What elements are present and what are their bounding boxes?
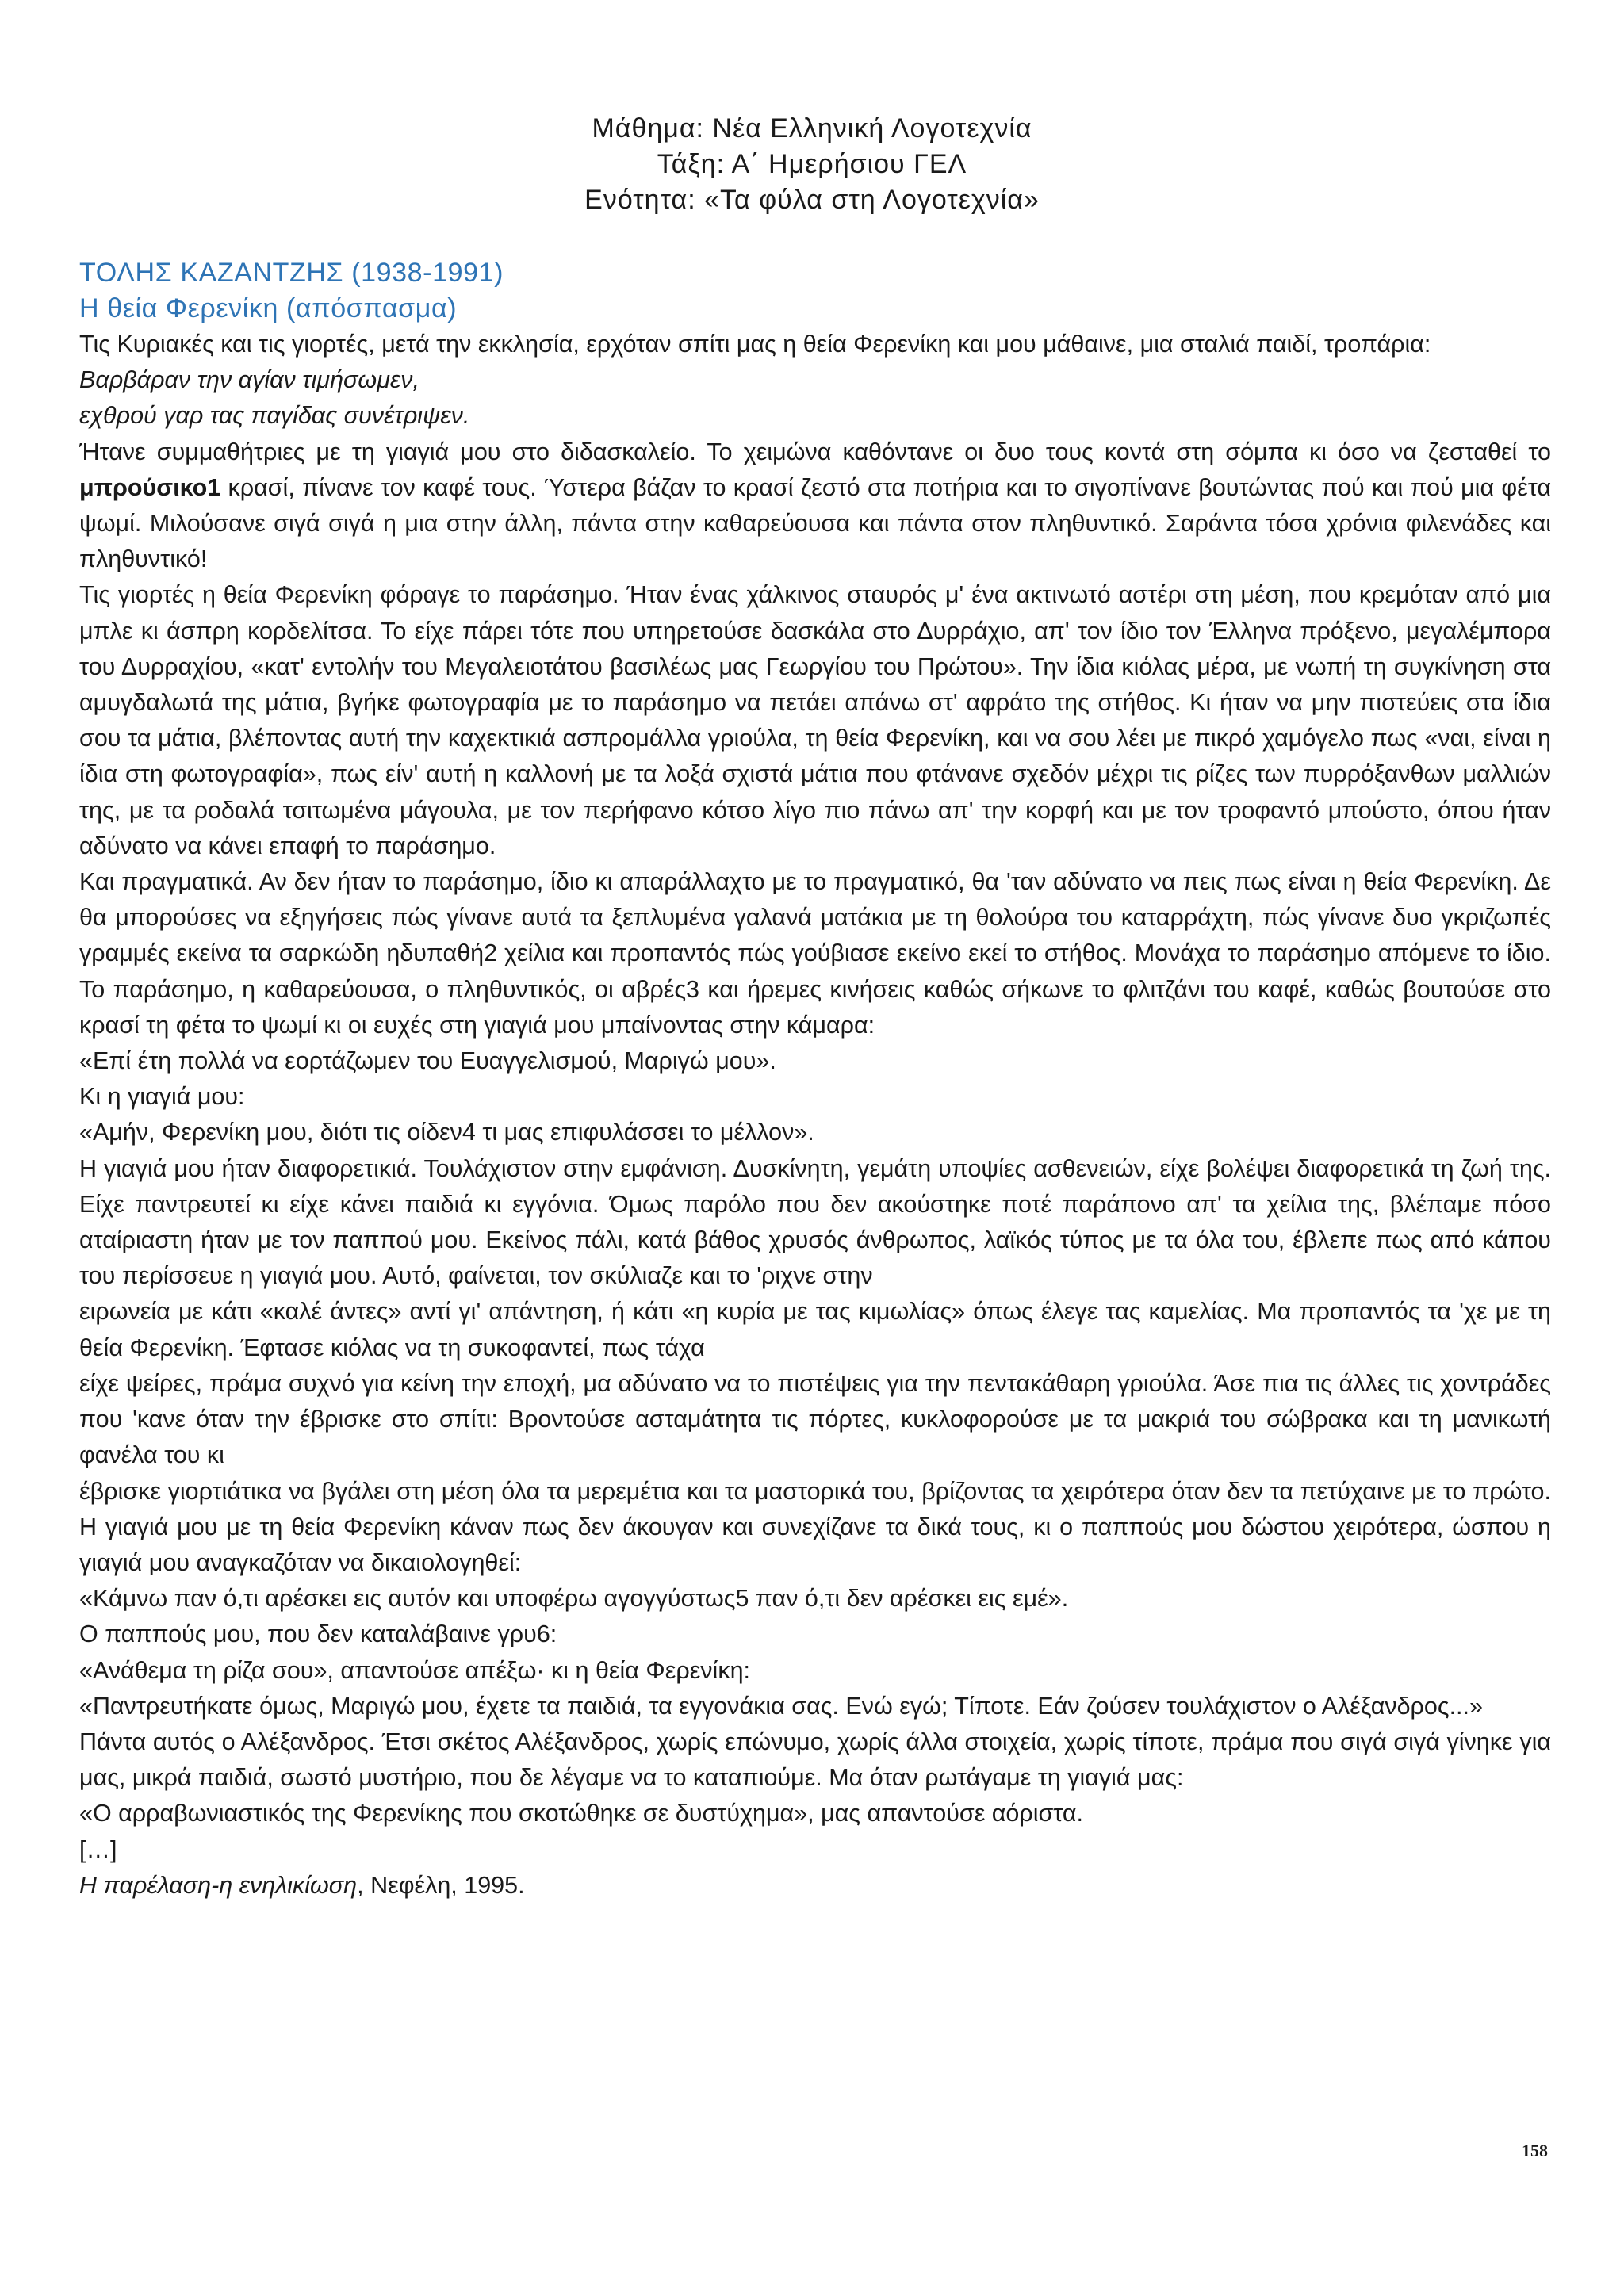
class-line: Τάξη: Α΄ Ημερήσιου ΓΕΛ bbox=[657, 149, 967, 179]
author-heading: ΤΟΛΗΣ ΚΑΖΑΝΤΖΗΣ (1938-1991) bbox=[79, 258, 504, 288]
paragraph-6: ειρωνεία με κάτι «καλέ άντες» αντί γι' απάντηση, ή κάτι «η κυρία με τας κιμωλίας» όπως έλεγε τας καμελίας. Μα προπαντός τα 'χε με τη θεία Φερενίκη. Έφτασε κιόλας να τη συκοφαντεί, πως τάχα bbox=[79, 1298, 1551, 1361]
source-citation bbox=[79, 1868, 1551, 1904]
paragraph-2 bbox=[79, 434, 1551, 578]
course-line: Μάθημα: Νέα Ελληνική Λογοτεχνία bbox=[592, 113, 1032, 144]
document-header bbox=[0, 111, 1624, 218]
verse-line-1: Βαρβάραν την αγίαν τιμήσωμεν, bbox=[79, 366, 420, 394]
quote-2: «Αμήν, Φερενίκη μου, διότι τις οίδεν4 τι μας επιφυλάσσει το μέλλον». bbox=[79, 1119, 814, 1146]
glossary-term-brousiko: μπρούσικο1 bbox=[79, 473, 221, 501]
paragraph-2-part-a: Ήτανε συμμαθήτριες με τη γιαγιά μου στο διδασκαλείο. Το χειμώνα καθόντανε οι δυο τους κοντά στη σόμπα κι όσο να ζεσταθεί το bbox=[79, 438, 1551, 465]
line-grandfather: Ο παππούς μου, που δεν καταλάβαινε γρυ6: bbox=[79, 1621, 557, 1648]
work-title: Η θεία Φερενίκη (απόσπασμα) bbox=[79, 293, 458, 323]
paragraph-9: Πάντα αυτός ο Αλέξανδρος. Έτσι σκέτος Αλέξανδρος, χωρίς επώνυμο, χωρίς άλλα στοιχεία, χωρίς τίποτε, πράμα που σιγά σιγά γίνηκε για μας, μικρά παιδιά, σωστό μυστήριο, που δε λέγαμε να το καταπιούμε. Μα όταν ρωτάγαμε τη γιαγιά μας: bbox=[79, 1728, 1551, 1792]
quote-1: «Επί έτη πολλά να εορτάζωμεν του Ευαγγελισμού, Μαριγώ μου». bbox=[79, 1047, 776, 1075]
paragraph-3: Τις γιορτές η θεία Φερενίκη φόραγε το παράσημο. Ήταν ένας χάλκινος σταυρός μ' ένα ακτινωτό αστέρι στη μέση, που κρεμόταν από μια μπλε κι άσπρη κορδελίτσα. Το είχε πάρει τότε που υπηρετούσε δασκάλα στο Δυρράχιο, απ' τον ίδιο τον Έλληνα πρόξενο, μεγαλέμπορα του Δυρραχίου, «κατ' εντολήν του Μεγαλειοτάτου βασιλέως μας Γεωργίου του Πρώτου». Την ίδια κιόλας μέρα, με νωπή τη συγκίνηση στα αμυγδαλωτά της μάτια, βγήκε φωτογραφία με το παράσημο να πετάει απάνω στ' αφράτο της στήθος. Κι ήταν να μην πιστεύεις στα ίδια σου τα μάτια, βλέποντας αυτή την καχεκτικιά ασπρομάλλα γριούλα, τη θεία Φερενίκη, και να σου λέει με πικρό χαμόγελο πως «ναι, είναι η ίδια στη φωτογραφία», πως είν' αυτή η καλλονή με τα λοξά σχιστά μάτια που φτάνανε σχεδόν μέχρι τις ρίζες των πυρρόξανθων μαλλιών της, με τα ροδαλά τσιτωμένα μάγουλα, με τον περήφανο κότσο λίγο πιο πάνω απ' την κορφή και με τον τροφαντό μπούστο, όπου ήταν αδύνατο να κάνει επαφή το παράσημο. bbox=[79, 581, 1551, 859]
unit-line: Ενότητα: «Τα φύλα στη Λογοτεχνία» bbox=[584, 185, 1040, 215]
paragraph-2-part-b: κρασί, πίνανε τον καφέ τους. Ύστερα βάζαν το κρασί ζεστό στα ποτήρια και το σιγοπίνανε βουτώντας πού και πού μια φέτα ψωμί. Μιλούσανε σιγά σιγά η μια στην άλλη, πάντα στην καθαρεύουσα και πάντα στον πληθυντικό. Σαράντα τόσα χρόνια φιλενάδες και πληθυντικό! bbox=[79, 473, 1551, 573]
quote-3: «Κάμνω παν ό,τι αρέσκει εις αυτόν και υποφέρω αγογγύστως5 παν ό,τι δεν αρέσκει εις εμέ». bbox=[79, 1585, 1069, 1613]
page-number: 158 bbox=[1522, 2141, 1548, 2160]
line-anathema: «Ανάθεμα τη ρίζα σου», απαντούσε απέξω· κι η θεία Φερενίκη: bbox=[79, 1656, 751, 1684]
verse-line-2: εχθρού γαρ τας παγίδας συνέτριψεν. bbox=[79, 402, 470, 430]
paragraph-8: έβρισκε γιορτιάτικα να βγάλει στη μέση όλα τα μερεμέτια και τα μαστορικά του, βρίζοντας τα χειρότερα όταν δεν τα πετύχαινε με το πρώτο. Η γιαγιά μου με τη θεία Φερενίκη κάναν πως δεν άκουγαν και συνεχίζανε τα δικά τους, κι ο παππούς μου δώστου χειρότερα, ώσπου η γιαγιά μου αναγκαζόταν να δικαιολογηθεί: bbox=[79, 1477, 1551, 1576]
paragraph-1: Τις Κυριακές και τις γιορτές, μετά την εκκλησία, ερχόταν σπίτι μας η θεία Φερενίκη και μου μάθαινε, μια σταλιά παιδί, τροπάρια: bbox=[79, 331, 1431, 358]
source-publisher: , Νεφέλη, 1995. bbox=[357, 1871, 525, 1899]
line-grandmother: Κι η γιαγιά μου: bbox=[79, 1083, 245, 1111]
paragraph-5: Η γιαγιά μου ήταν διαφορετικιά. Τουλάχιστον στην εμφάνιση. Δυσκίνητη, γεμάτη υποψίες ασθενειών, είχε βολέψει διαφορετικά τη ζωή της. Είχε παντρευτεί κι είχε κάνει παιδιά κι εγγόνια. Όμως παρόλο που δεν ακούστηκε ποτέ παράπονο απ' τα χείλια της, βλέπαμε πόσο αταίριαστη ήταν με τον παππού μου. Εκείνος πάλι, κατά βάθος χρυσός άνθρωπος, λαϊκός τύπος με τα όλα του, έβλεπε πως από κάπου του περίσσευε η γιαγιά μου. Αυτό, φαίνεται, τον σκύλιαζε και το 'ριχνε στην bbox=[79, 1154, 1551, 1290]
paragraph-7: είχε ψείρες, πράμα συχνό για κείνη την εποχή, μα αδύνατο να το πιστέψεις για την πεντακάθαρη γριούλα. Άσε πια τις άλλες τις χοντράδες που 'κανε όταν την έβρισκε στο σπίτι: Βροντούσε ασταμάτητα τις πόρτες, κυκλοφορούσε με τα μακριά του σώβρακα και τη μανικωτή φανέλα του κι bbox=[79, 1369, 1551, 1469]
quote-4: «Παντρευτήκατε όμως, Μαριγώ μου, έχετε τα παιδιά, τα εγγονάκια σας. Ενώ εγώ; Τίποτε. Εάν ζούσεν τουλάχιστον ο Αλέξανδρος...» bbox=[79, 1692, 1483, 1720]
document-body bbox=[79, 255, 1551, 1904]
source-book-title: Η παρέλαση-η ενηλικίωση bbox=[79, 1871, 358, 1899]
paragraph-4: Και πραγματικά. Αν δεν ήταν το παράσημο, ίδιο κι απαράλλαχτο με το πραγματικό, θα 'ταν αδύνατο να πεις πως είναι η θεία Φερενίκη. Δε θα μπορούσες να εξηγήσεις πώς γίνανε αυτά τα ξεπλυμένα γαλανά ματάκια με τη θολούρα του καταρράχτη, πώς γίνανε δυο γκριζωπές γραμμές εκείνα τα σαρκώδη ηδυπαθή2 χείλια και προπαντός πώς γούβιασε εκείνο εκεί το στήθος. Μονάχα το παράσημο απόμενε το ίδιο. Το παράσημο, η καθαρεύουσα, ο πληθυντικός, οι αβρές3 και ήρεμες κινήσεις καθώς σήκωνε το φλιτζάνι του καφέ, καθώς βουτούσε στο κρασί τη φέτα το ψωμί κι οι ευχές στη γιαγιά μου μπαίνοντας στην κάμαρα: bbox=[79, 868, 1551, 1039]
quote-5: «Ο αρραβωνιαστικός της Φερενίκης που σκοτώθηκε σε δυστύχημα», μας απαντούσε αόριστα. bbox=[79, 1800, 1084, 1827]
ellipsis: […] bbox=[79, 1835, 117, 1863]
